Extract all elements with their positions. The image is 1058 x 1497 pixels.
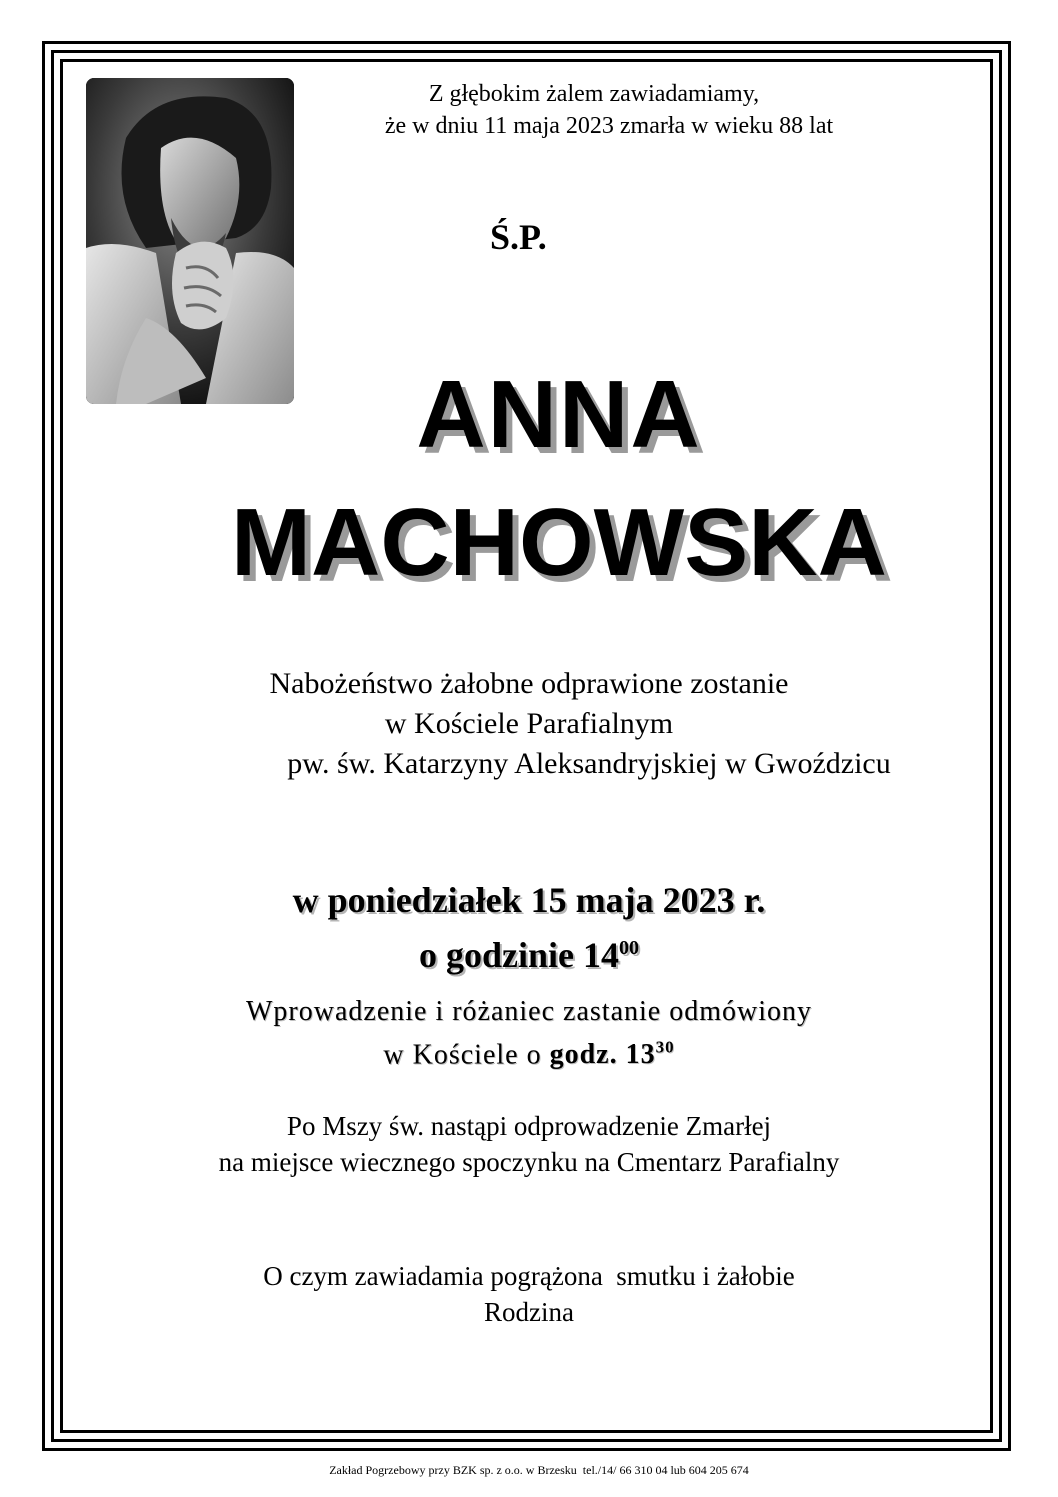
service-info: [0, 664, 1058, 784]
honorific: Ś.P.: [490, 217, 547, 257]
rosary-time: [550, 1039, 675, 1070]
time-prefix: o godzinie 14: [418, 935, 619, 975]
date-line: w poniedziałek 15 maja 2023 r.: [292, 880, 766, 920]
intro-text: [0, 78, 1058, 142]
time-minutes: 00: [619, 937, 639, 959]
deceased-first-name: ANNA: [416, 361, 702, 468]
rosary-line-2: [0, 1030, 1058, 1073]
rosary-prefix: w Kościele o: [383, 1039, 550, 1071]
deceased-last-name: MACHOWSKA: [231, 489, 887, 596]
footer-funeral-home: Zakład Pogrzebowy przy BZK sp. z o.o. w Brzesku tel./14/ 66 310 04 lub 604 205 674: [329, 1463, 749, 1477]
intro-line-2: że w dniu 11 maja 2023 zmarła w wieku 88 lat: [384, 113, 834, 139]
rosary-line-1: Wprowadzenie i różaniec zastanie odmówiony: [245, 996, 812, 1027]
closing-info: [0, 1258, 1058, 1330]
service-line-3: pw. św. Katarzyny Aleksandryjskiej w Gwoździcu: [287, 747, 891, 780]
intro-line-1: Z głębokim żalem zawiadamiamy,: [428, 81, 760, 107]
service-date: [0, 876, 1058, 979]
after-line-1: Po Mszy św. nastąpi odprowadzenie Zmarłej: [286, 1111, 772, 1141]
closing-line-1: O czym zawiadamia pogrążona smutku i żałobie: [263, 1261, 795, 1291]
after-mass-info: [0, 1108, 1058, 1180]
time-line: [0, 924, 1058, 979]
rosary-time-hour: godz. 13: [549, 1039, 656, 1071]
service-line-1: Nabożeństwo żałobne odprawione zostanie: [269, 667, 789, 700]
service-line-2: w Kościele Parafialnym: [384, 707, 674, 740]
rosary-info: [0, 994, 1058, 1073]
rosary-time-minutes: 30: [655, 1038, 675, 1057]
closing-line-2: Rodzina: [484, 1297, 574, 1327]
after-line-2: na miejsce wiecznego spoczynku na Cmentarz Parafialny: [218, 1147, 840, 1177]
